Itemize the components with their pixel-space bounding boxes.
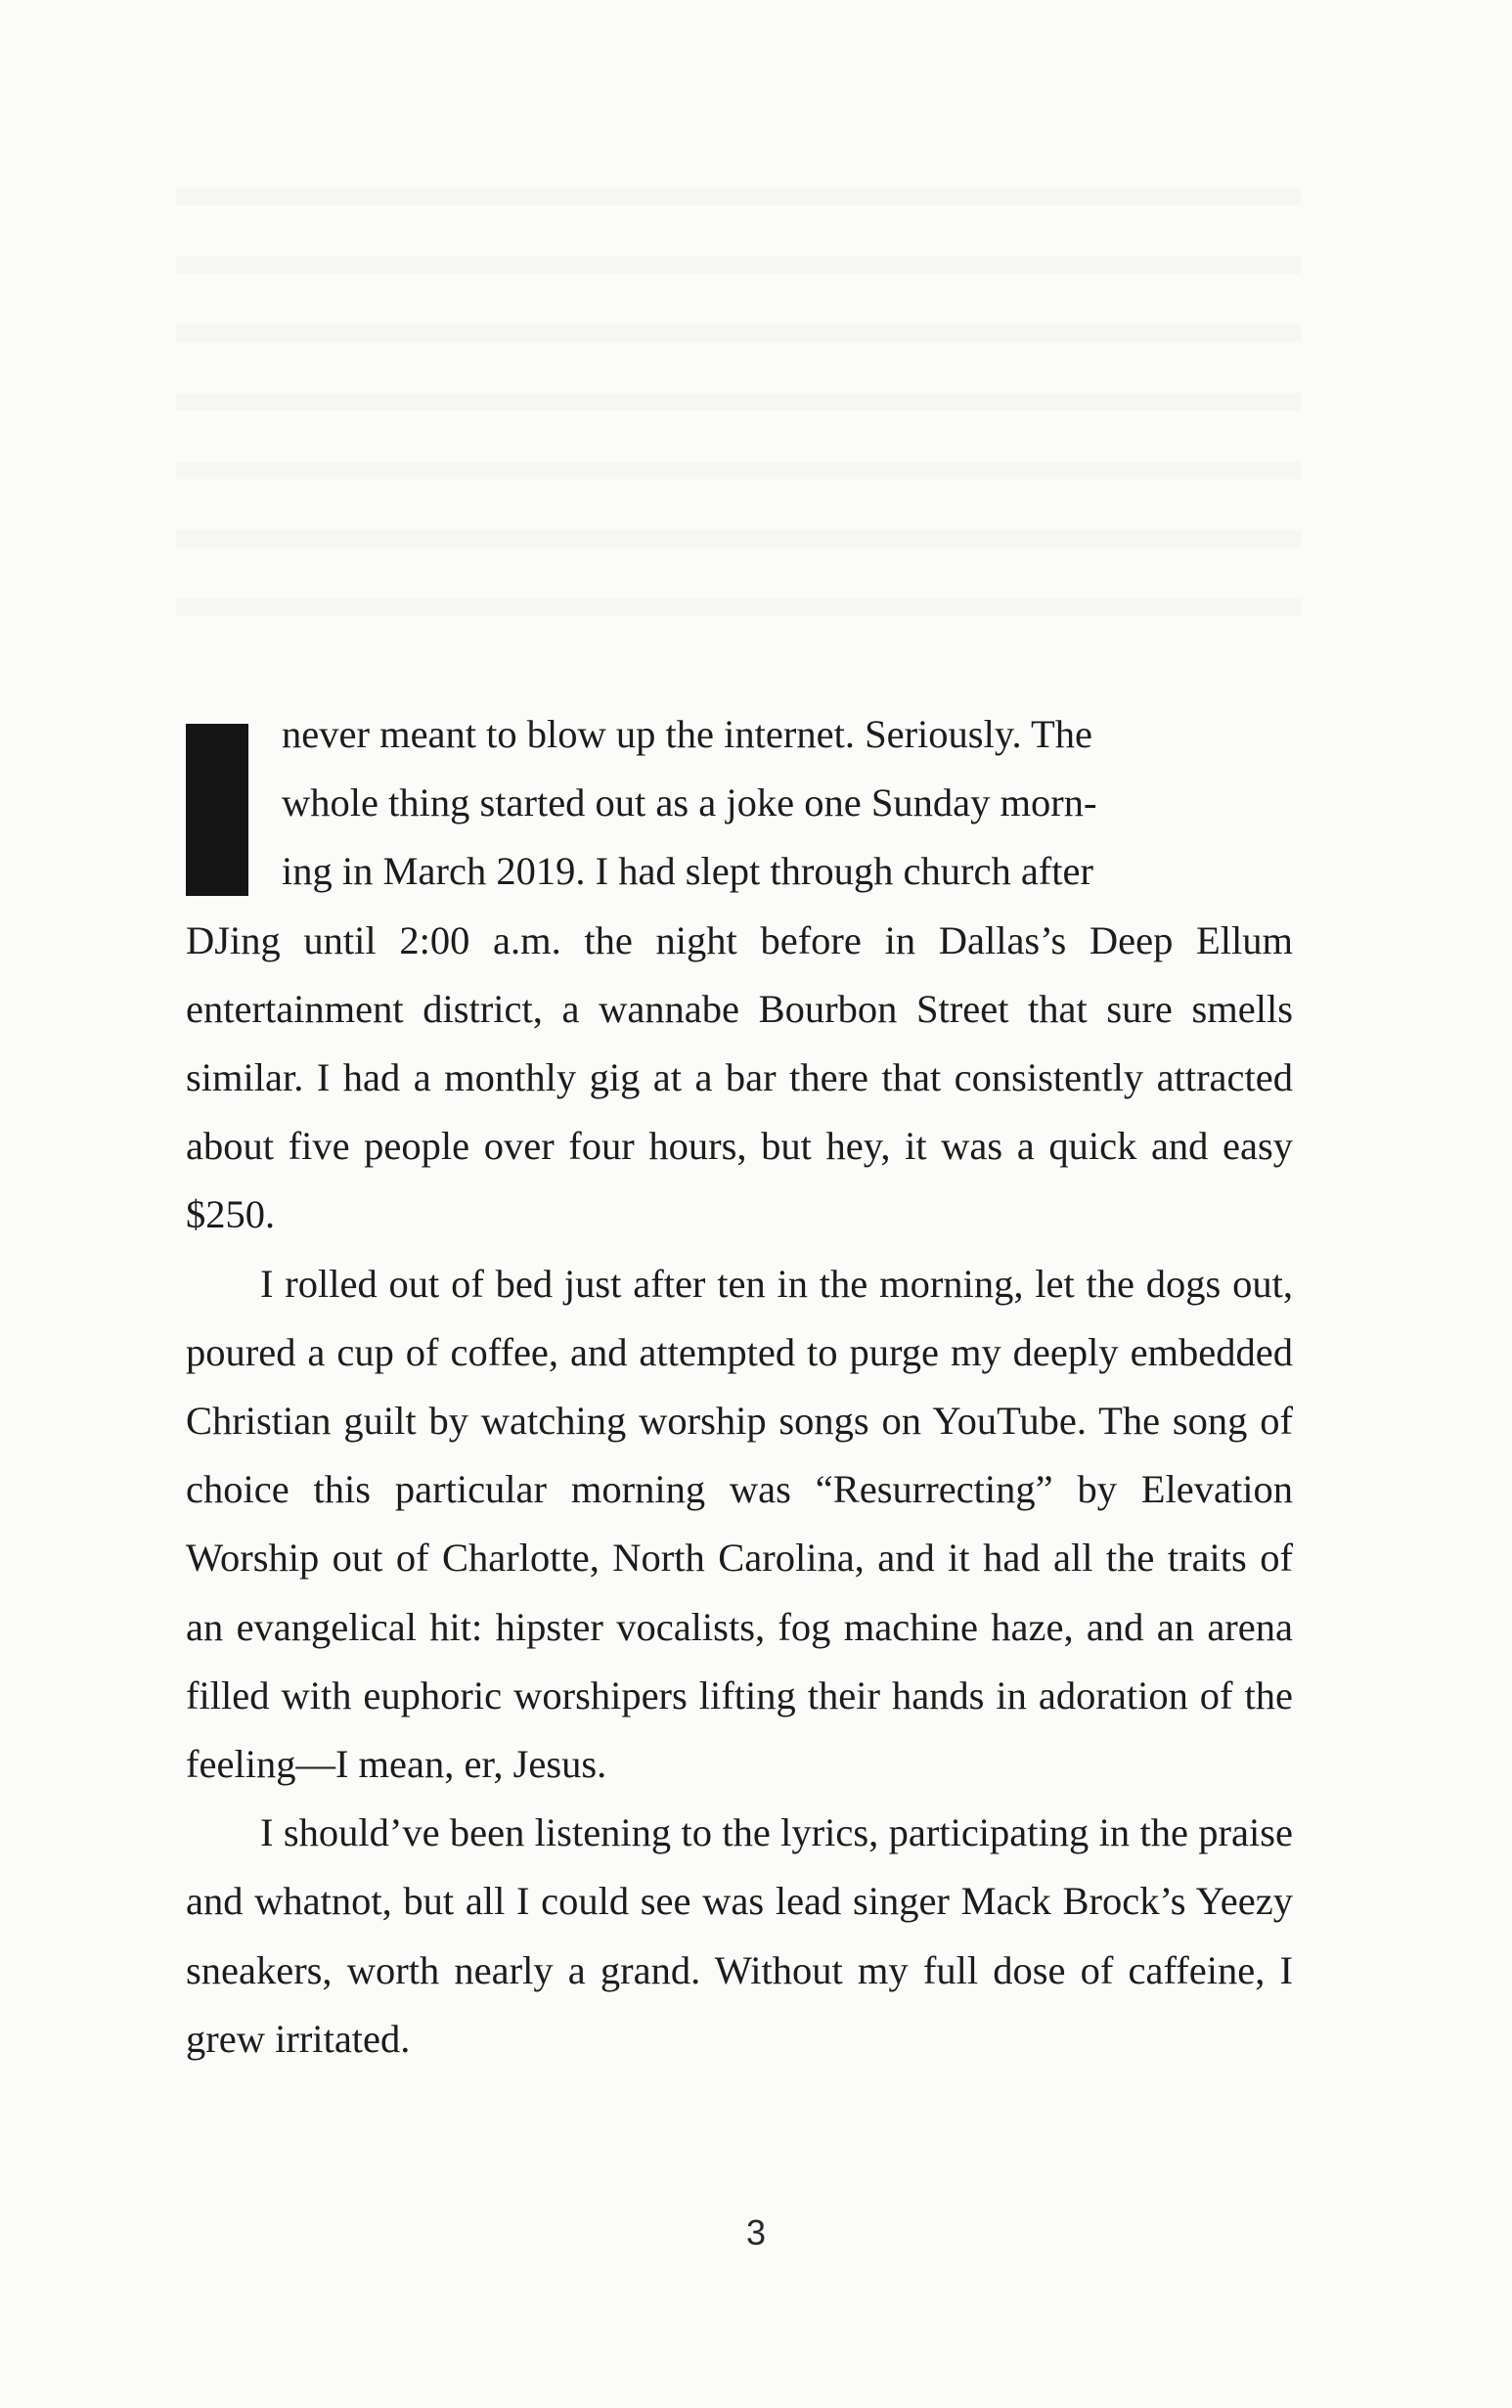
opening-line-2: whole thing started out as a joke one Sunday morn- — [282, 780, 1097, 825]
page-text-body — [186, 700, 1293, 2074]
opening-line-3: ing in March 2019. I had slept through church after — [282, 849, 1094, 894]
opening-paragraph — [186, 700, 1293, 1250]
body-paragraph: I rolled out of bed just after ten in the morning, let the dogs out, poured a cup of coffee, and attempted to purge my deeply embedded Christian guilt by watching worship songs on YouTube. The song of choice this particular morning was “Resurrecting” by Elevation Worship out of Charlotte, North Carolina, and it had all the traits of an evangelical hit: hipster vocalists, fog machine haze, and an arena filled with euphoric worshipers lifting their hands in adoration of the feeling—I mean, er, Jesus. — [186, 1261, 1293, 1787]
opening-paragraph-continuation: DJing until 2:00 a.m. the night before in Dallas’s Deep Ellum entertainment district, a wannabe Bourbon Street that sure smells similar. I had a monthly gig at a bar there that consistently attracted about five people over four hours, but hey, it was a quick and easy $250. — [186, 917, 1293, 1237]
body-paragraph: I should’ve been listening to the lyrics, participating in the praise and whatnot, but all I could see was lead singer Mack Brock’s Yeezy sneakers, worth nearly a grand. Without my full dose of caffeine, I grew irritated. — [186, 1810, 1293, 2061]
drop-cap-letter — [186, 724, 248, 896]
page-number: 3 — [745, 2212, 767, 2252]
opening-line-1: never meant to blow up the internet. Seriously. The — [282, 712, 1092, 756]
show-through-texture — [176, 137, 1301, 646]
